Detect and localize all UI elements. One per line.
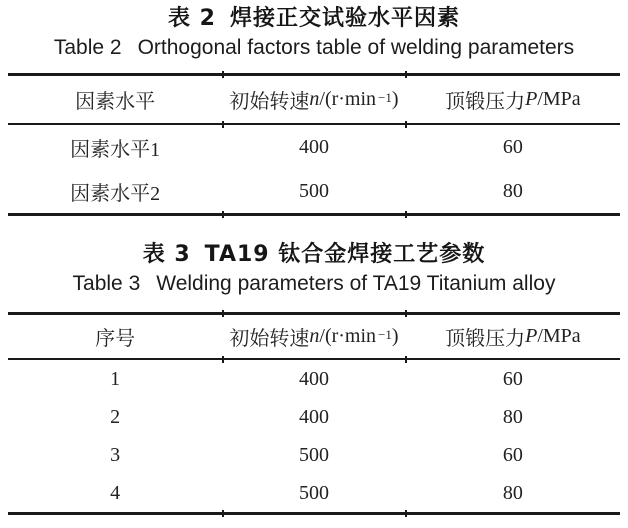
table3-title-en — [8, 270, 620, 298]
table2-header-forging-pressure — [406, 76, 620, 123]
speed-header-prefix: 初始转速 — [229, 91, 310, 113]
table-cell: 500 — [298, 443, 329, 466]
table2-header-rule — [8, 123, 620, 125]
table3-header-row — [8, 315, 620, 358]
table2-title-zh — [8, 4, 620, 34]
table3-header-forging-pressure — [406, 315, 620, 358]
table-cell: 500 — [298, 179, 329, 202]
table-row — [8, 169, 620, 213]
table-cell: 500 — [298, 481, 329, 504]
table2-title-en — [8, 34, 620, 62]
table2-header-row — [8, 76, 620, 123]
table-cell: 因素水平2 — [70, 182, 161, 205]
table-row — [8, 436, 620, 474]
speed-unit-close: ) — [391, 88, 399, 110]
pressure-unit: /MPa — [537, 88, 581, 110]
table3-caption-zh: TA19 钛合金焊接工艺参数 — [204, 242, 486, 267]
table-cell: 80 — [502, 481, 523, 504]
table2-caption-zh: 焊接正交试验水平因素 — [229, 6, 460, 31]
table3-bottom-rule — [8, 512, 620, 515]
speed-header-prefix: 初始转速 — [229, 328, 310, 350]
table-cell: 2 — [110, 405, 121, 428]
table3-header-serial-number: 序号 — [95, 328, 136, 350]
table3-title-zh — [8, 240, 620, 270]
table2-header-initial-speed: 初始转速 n /(r·min $^{-1}$ ) — [222, 76, 406, 123]
table-row — [8, 360, 620, 398]
speed-unit-close: ) — [391, 325, 399, 347]
table-row — [8, 398, 620, 436]
table-cell: 400 — [298, 135, 329, 158]
table-cell: 60 — [502, 443, 523, 466]
table-cell: 60 — [502, 367, 523, 390]
table-cell: 3 — [110, 443, 121, 466]
table-row — [8, 474, 620, 512]
table3-header-initial-speed: 初始转速 n /(r·min $^{-1}$ ) — [222, 315, 406, 358]
speed-symbol: n — [309, 325, 320, 347]
table2-bottom-rule — [8, 213, 620, 216]
table2-label-en: Table 2 — [53, 36, 122, 59]
table-cell: 400 — [298, 367, 329, 390]
table3-label-zh: 表 3 — [142, 242, 191, 267]
pressure-symbol: P — [525, 88, 538, 110]
table2-caption-en: Orthogonal factors table of welding parameters — [137, 36, 575, 59]
pressure-symbol: P — [525, 325, 538, 347]
table-cell: 4 — [110, 481, 121, 504]
speed-unit-open: /(r·min — [319, 325, 377, 347]
speed-symbol: n — [309, 88, 320, 110]
table2-header-factor-level: 因素水平 — [75, 91, 156, 113]
pressure-header-prefix: 顶锻压力 — [445, 91, 526, 113]
table3-top-rule — [8, 312, 620, 315]
table-cell: 400 — [298, 405, 329, 428]
pressure-header-prefix: 顶锻压力 — [445, 328, 526, 350]
table-cell: 60 — [502, 135, 523, 158]
table3-label-en: Table 3 — [72, 272, 141, 295]
table-2 — [8, 73, 620, 216]
table3-header-rule — [8, 358, 620, 360]
table-row — [8, 125, 620, 169]
table-cell: 1 — [110, 367, 121, 390]
table-cell: 因素水平1 — [70, 138, 161, 161]
table-3 — [8, 312, 620, 515]
table-cell: 80 — [502, 405, 523, 428]
table2-label-zh: 表 2 — [168, 6, 216, 31]
table-cell: 80 — [502, 179, 523, 202]
table2-top-rule — [8, 73, 620, 76]
pressure-unit: /MPa — [537, 325, 581, 347]
table3-caption-en: Welding parameters of TA19 Titanium alloy — [156, 272, 556, 295]
speed-unit-open: /(r·min — [319, 88, 377, 110]
